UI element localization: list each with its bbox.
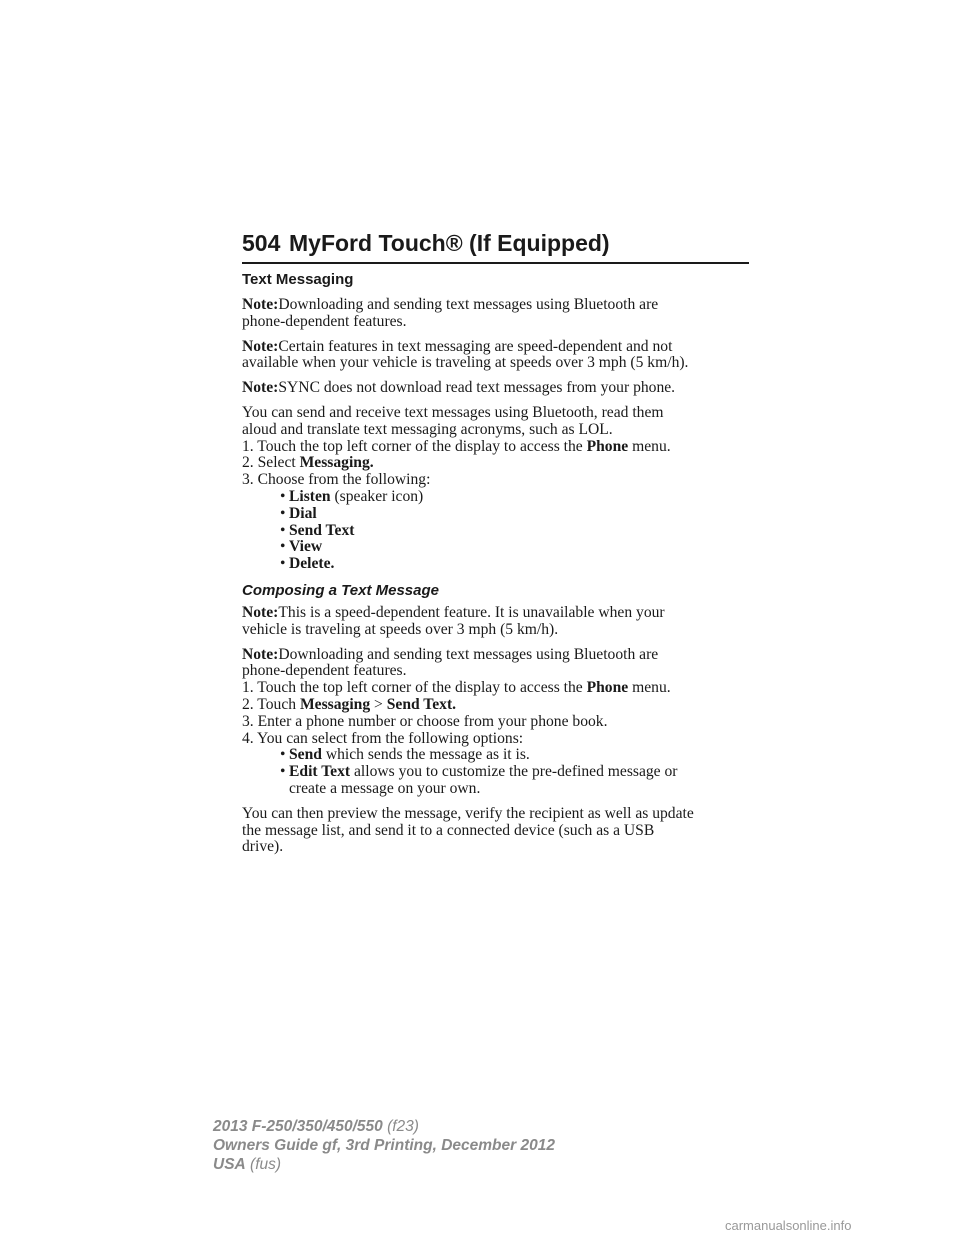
- option-text: which sends the message as it is.: [321, 746, 530, 764]
- step-1: [242, 439, 752, 456]
- footer-model: 2013 F-250/350/450/550: [213, 1118, 383, 1135]
- page-header: [242, 228, 749, 264]
- step-text: 1. Touch the top left corner of the display to access the: [242, 437, 587, 455]
- option-keyword: Dial: [289, 504, 317, 522]
- option-text: (speaker icon): [330, 487, 424, 505]
- note-text: Certain features in text messaging are speed-dependent and not: [278, 337, 673, 355]
- outro-line: drive).: [242, 838, 284, 856]
- option-keyword: Send: [289, 746, 322, 764]
- step-keyword: Send Text.: [386, 695, 457, 713]
- list-item: [242, 556, 752, 573]
- note-paragraph: [242, 647, 752, 681]
- note-text: This is a speed-dependent feature. It is unavailable when your: [278, 603, 665, 621]
- list-item: [242, 523, 752, 540]
- note-text: SYNC does not download read text messages from your phone.: [278, 379, 676, 397]
- note-text: vehicle is traveling at speeds over 3 mph (5 km/h).: [242, 620, 559, 638]
- option-text: allows you to customize the pre-defined message or: [350, 763, 678, 781]
- footer-edition: Owners Guide gf, 3rd Printing, December 2012: [213, 1137, 555, 1154]
- list-item: [242, 489, 752, 506]
- bullet-icon: •: [280, 521, 286, 539]
- step-2: [242, 697, 752, 714]
- note-paragraph: [242, 297, 752, 331]
- step-1: [242, 680, 752, 697]
- step-3: [242, 472, 752, 489]
- step-text: menu.: [628, 437, 671, 455]
- step-keyword: Phone: [586, 679, 629, 697]
- note-label: Note:: [242, 603, 279, 621]
- footer-market: USA: [213, 1156, 246, 1173]
- note-label: Note:: [242, 379, 279, 397]
- page-footer: [213, 1117, 555, 1174]
- bullet-icon: •: [280, 746, 286, 764]
- note-paragraph: [242, 380, 752, 397]
- option-keyword: Delete.: [289, 555, 335, 573]
- outro-line: You can then preview the message, verify the recipient as well as update: [242, 804, 694, 822]
- option-keyword: Send Text: [289, 521, 355, 539]
- step-3: [242, 714, 752, 731]
- intro-line: You can send and receive text messages using Bluetooth, read them: [242, 403, 664, 421]
- chapter-title: MyFord Touch® (If Equipped): [289, 230, 610, 256]
- note-paragraph: [242, 605, 752, 639]
- step-text: 2. Select: [242, 454, 300, 472]
- list-item: [242, 539, 752, 556]
- note-text: Downloading and sending text messages using Bluetooth are: [278, 645, 659, 663]
- page-content: [242, 270, 752, 864]
- note-label: Note:: [242, 645, 279, 663]
- bullet-icon: •: [280, 763, 286, 781]
- step-text: menu.: [628, 679, 671, 697]
- step-text: 1. Touch the top left corner of the display to access the: [242, 679, 587, 697]
- bullet-icon: •: [280, 487, 286, 505]
- page-number: 504: [242, 230, 281, 256]
- footer-code: (f23): [382, 1118, 419, 1135]
- note-label: Note:: [242, 296, 279, 313]
- step-text: 3. Choose from the following:: [242, 471, 431, 489]
- note-text: Downloading and sending text messages using Bluetooth are: [278, 296, 659, 313]
- outro-line: the message list, and send it to a connected device (such as a USB: [242, 821, 655, 839]
- list-item: [242, 747, 752, 764]
- options-list: [242, 489, 752, 573]
- step-keyword: Phone: [586, 437, 629, 455]
- intro-line: aloud and translate text messaging acronyms, such as LOL.: [242, 420, 613, 438]
- note-label: Note:: [242, 337, 279, 355]
- step-4: [242, 731, 752, 748]
- step-text: 4. You can select from the following options:: [242, 729, 524, 747]
- step-2: [242, 455, 752, 472]
- section-heading-text-messaging: Text Messaging: [242, 271, 354, 288]
- option-keyword: View: [289, 538, 323, 556]
- options-list: [242, 747, 752, 797]
- note-text: available when your vehicle is traveling at speeds over 3 mph (5 km/h).: [242, 354, 689, 372]
- step-separator: >: [370, 695, 387, 713]
- section-heading-composing: Composing a Text Message: [242, 581, 439, 599]
- step-text: 3. Enter a phone number or choose from your phone book.: [242, 712, 608, 730]
- option-keyword: Edit Text: [289, 763, 351, 781]
- list-item: [242, 764, 752, 798]
- footer-code: (fus): [245, 1156, 282, 1173]
- step-keyword: Messaging.: [299, 454, 374, 472]
- bullet-icon: •: [280, 504, 286, 522]
- note-text: phone-dependent features.: [242, 312, 407, 330]
- list-item: [242, 506, 752, 523]
- step-keyword: Messaging: [299, 695, 371, 713]
- watermark-text: carmanualsonline.info: [725, 1218, 852, 1233]
- option-text: create a message on your own.: [289, 779, 481, 797]
- outro-paragraph: [242, 806, 752, 856]
- note-text: phone-dependent features.: [242, 662, 407, 680]
- bullet-icon: •: [280, 538, 286, 556]
- bullet-icon: •: [280, 555, 286, 573]
- note-paragraph: [242, 339, 752, 373]
- step-text: 2. Touch: [242, 695, 300, 713]
- intro-paragraph: [242, 405, 752, 439]
- option-keyword: Listen: [289, 487, 331, 505]
